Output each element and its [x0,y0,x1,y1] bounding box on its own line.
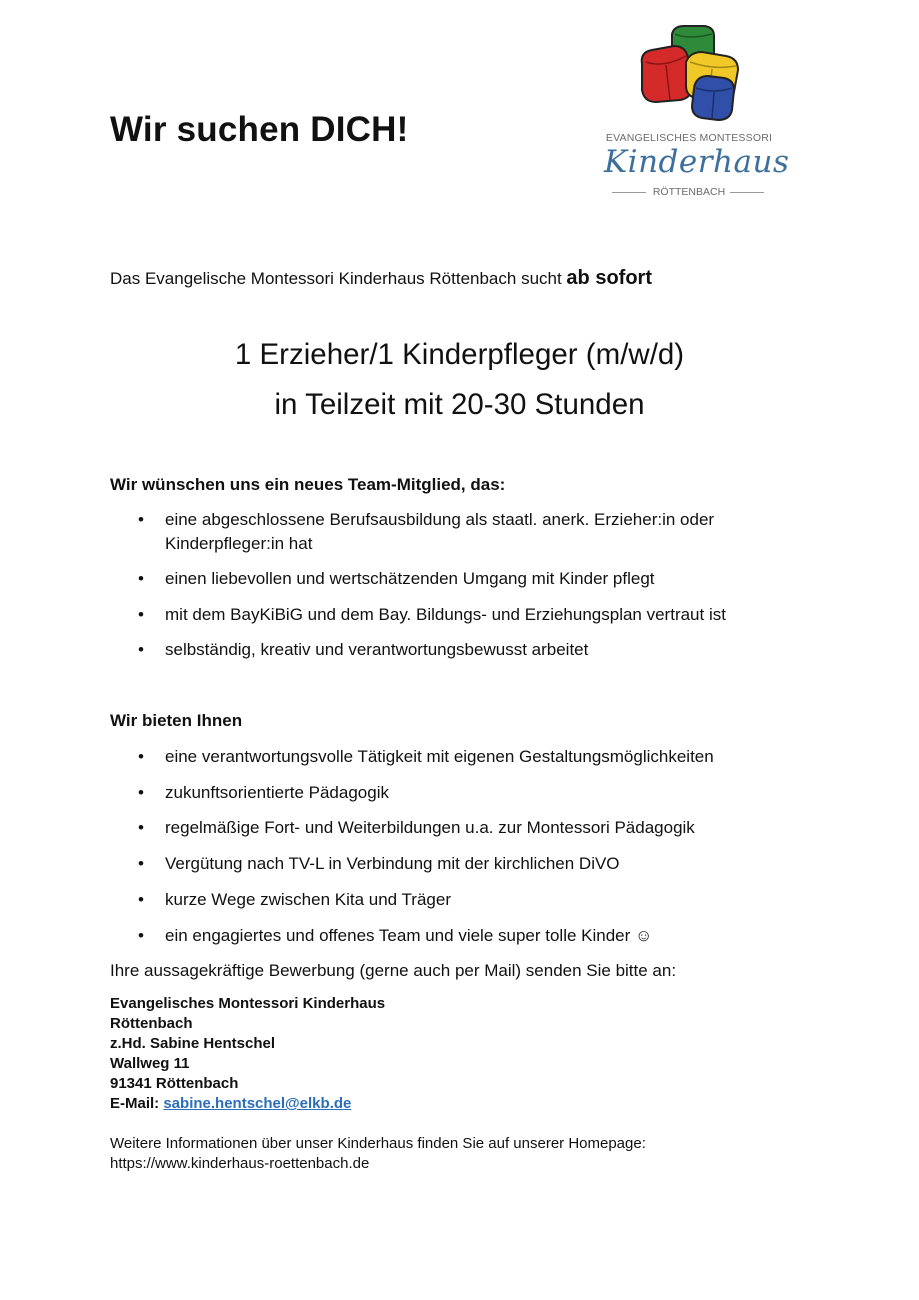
position-hours: in Teilzeit mit 20-30 Stunden [274,388,645,421]
requirement-text: mit dem BayKiBiG und dem Bay. Bildungs- und Erziehungsplan vertraut ist [165,605,726,624]
offer-text: eine verantwortungsvolle Tätigkeit mit eigenen Gestaltungsmöglichkeiten [165,747,714,766]
position-title: 1 Erzieher/1 Kinderpfleger (m/w/d) [234,338,685,371]
application-instruction: Ihre aussagekräftige Bewerbung (gerne auch per Mail) senden Sie bitte an: [110,961,677,980]
address-line-email [110,1094,385,1114]
postal-address [110,994,385,1114]
bullet-icon: • [138,818,144,837]
offer-text: regelmäßige Fort- und Weiterbildungen u.a. zur Montessori Pädagogik [165,818,695,837]
email-label: E-Mail: [110,1095,164,1112]
offer-text: ein engagiertes und offenes Team und viele super tolle Kinder ☺ [165,926,653,945]
logo-divider-right [730,192,764,193]
homepage-info-text: Weitere Informationen über unser Kinderhaus finden Sie auf unserer Homepage: [110,1135,646,1152]
logo-text-kinderhaus: Kinderhaus [604,144,790,180]
bullet-icon: • [138,783,144,802]
logo-text-evangelisches-montessori: EVANGELISCHES MONTESSORI [605,132,773,144]
address-line-street: Wallweg 11 [110,1055,190,1072]
bullet-icon: • [138,926,144,945]
email-link[interactable]: sabine.hentschel@elkb.de [163,1095,352,1112]
bullet-icon: • [138,605,144,624]
intro-text: Das Evangelische Montessori Kinderhaus Röttenbach sucht [110,269,567,288]
homepage-info [110,1134,646,1174]
bullet-icon: • [138,569,144,588]
bullet-icon: • [138,640,144,659]
homepage-url[interactable]: https://www.kinderhaus-roettenbach.de [110,1155,370,1172]
address-line-contact: z.Hd. Sabine Hentschel [110,1035,276,1052]
kinderhaus-logo [604,24,790,200]
colored-cubes-logo-icon [634,24,742,122]
logo-text-roettenbach-row [604,186,774,198]
intro-sentence [110,266,652,291]
requirement-text: einen liebevollen und wertschätzenden Umgang mit Kinder pflegt [165,569,655,588]
bullet-icon: • [138,510,144,529]
bullet-icon: • [138,890,144,909]
address-line-zip-city: 91341 Röttenbach [110,1075,239,1092]
requirements-heading: Wir wünschen uns ein neues Team-Mitglied, das: [110,475,506,494]
logo-text-roettenbach: RÖTTENBACH [652,186,726,198]
intro-emphasis: ab sofort [566,267,652,289]
offer-text: Vergütung nach TV-L in Verbindung mit der kirchlichen DiVO [165,854,620,873]
offer-text: zukunftsorientierte Pädagogik [165,783,389,802]
requirement-text: eine abgeschlossene Berufsausbildung als staatl. anerk. Erzieher:in oder Kinderpfleger:in hat [165,510,715,553]
offer-heading: Wir bieten Ihnen [110,711,243,730]
bullet-icon: • [138,747,144,766]
bullet-icon: • [138,854,144,873]
offer-text: kurze Wege zwischen Kita und Träger [165,890,451,909]
address-line-town: Röttenbach [110,1015,193,1032]
page-headline: Wir suchen DICH! [110,110,409,149]
requirement-text: selbständig, kreativ und verantwortungsbewusst arbeitet [165,640,589,659]
address-line-org: Evangelisches Montessori Kinderhaus [110,995,386,1012]
